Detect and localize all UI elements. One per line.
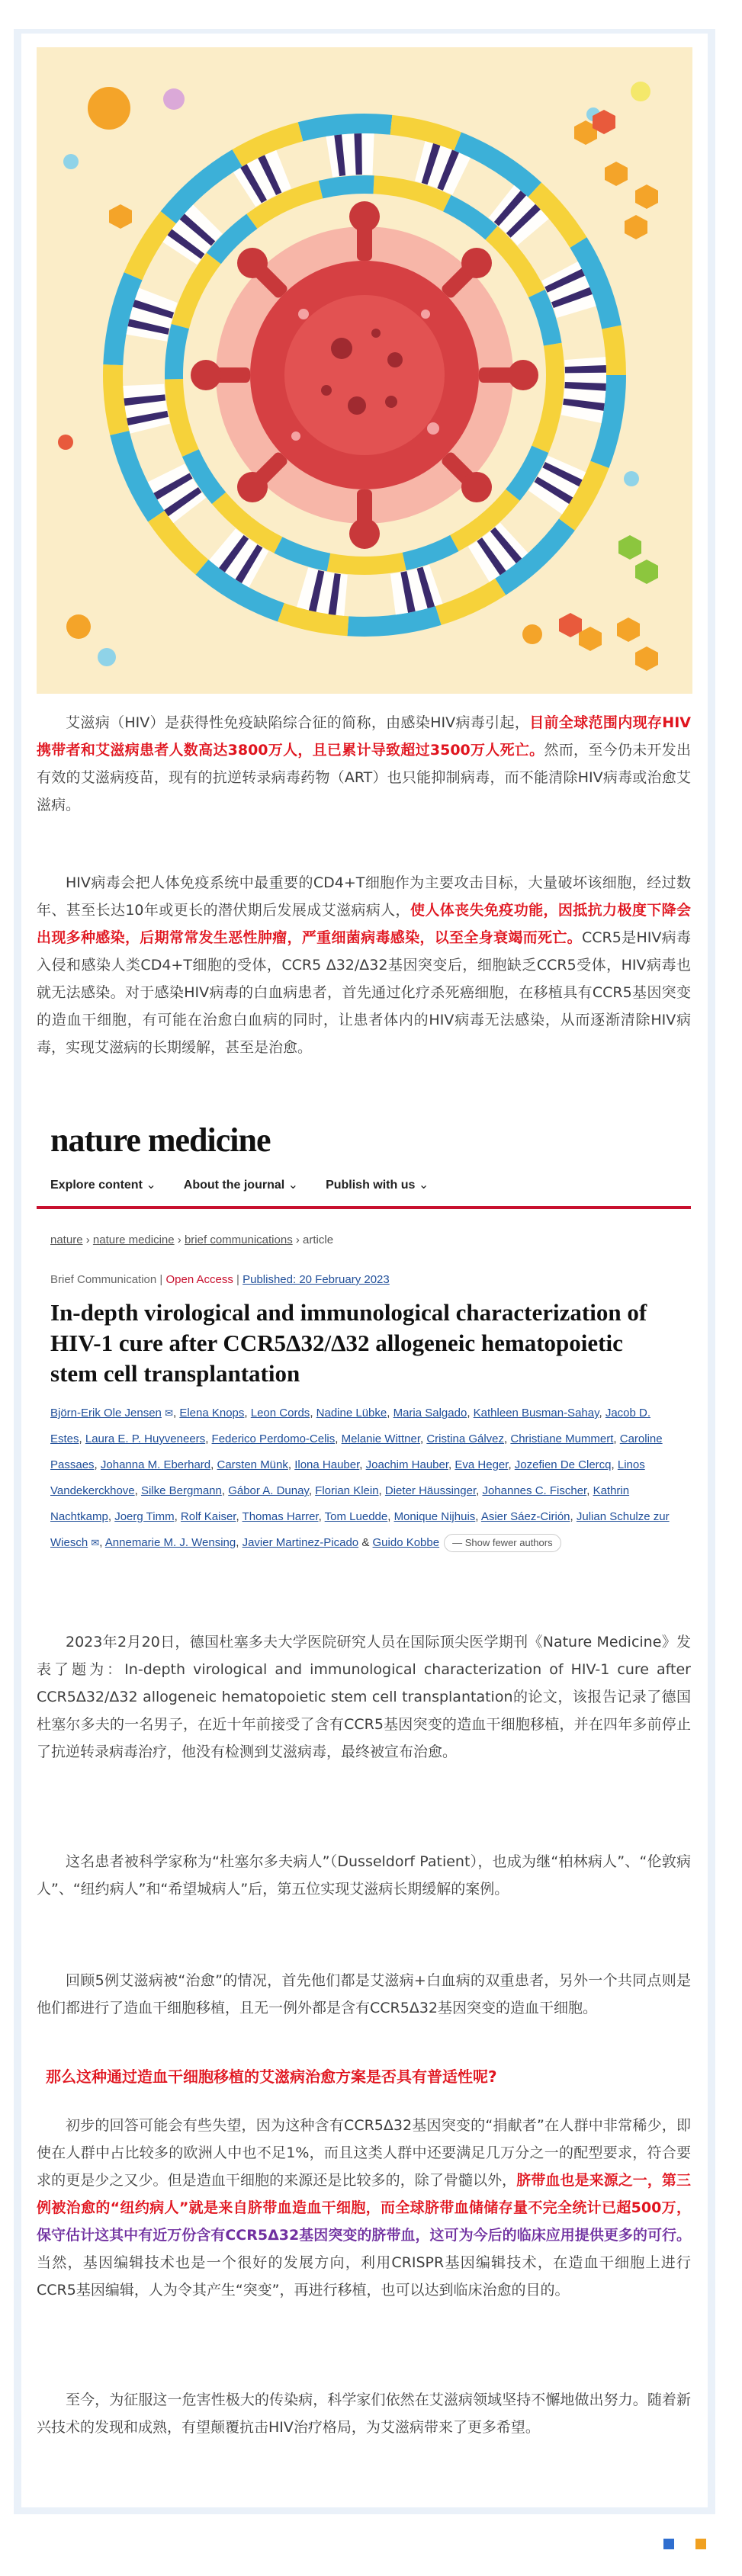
author-link[interactable]: Tom Luedde bbox=[324, 1510, 388, 1523]
journal-accent-bar bbox=[37, 1206, 691, 1209]
answer-highlight-red: 脐带血也是来源之一，第三例被治愈的“纽约病人”就是来自脐带血造血干细胞，而全球脐带血储储存量不完全统计已超500万， bbox=[37, 2172, 691, 2216]
author-link[interactable]: Linos Vandekerckhove bbox=[50, 1458, 645, 1497]
author-link[interactable]: Annemarie M. J. Wensing bbox=[104, 1536, 236, 1549]
author-link[interactable]: Eva Heger bbox=[455, 1458, 509, 1471]
intro-paragraph bbox=[37, 709, 691, 819]
author-link[interactable]: Laura E. P. Huyveneers bbox=[85, 1432, 206, 1445]
author-ampersand: & bbox=[361, 1536, 370, 1549]
intro-highlight: 目前全球范围内现存HIV携带者和艾滋病患者人数高达3800万人，且已累计导致超过3500万人死亡。 bbox=[37, 714, 691, 759]
author-link[interactable]: Jozefien De Clercq bbox=[514, 1458, 612, 1471]
intro-text-end: 然而，至今仍未开发出有效的艾滋病疫苗，现有的抗逆转录病毒药物（ART）也只能抑制病毒，而不能清除HIV病毒或治愈艾滋病。 bbox=[37, 742, 691, 813]
author-link[interactable]: Maria Salgado bbox=[393, 1407, 467, 1420]
author-link[interactable]: Joachim Hauber bbox=[365, 1458, 449, 1471]
open-access-badge: Open Access bbox=[165, 1273, 233, 1286]
nav-about-journal[interactable]: About the journal ⌄ bbox=[183, 1179, 299, 1192]
nav-explore-content[interactable]: Explore content ⌄ bbox=[50, 1179, 156, 1192]
author-link[interactable]: Cristina Gálvez bbox=[426, 1432, 505, 1445]
journal-logo[interactable]: nature medicine bbox=[50, 1121, 271, 1159]
article-title: In-depth virological and immunological characterization of HIV-1 cure after CCR5Δ32/Δ32 allogeneic hematopoietic stem cell transplantation bbox=[50, 1299, 647, 1387]
nav-publish-with-us[interactable]: Publish with us ⌄ bbox=[326, 1179, 429, 1192]
breadcrumb-article: article bbox=[303, 1233, 334, 1246]
article-type: Brief Communication bbox=[50, 1273, 157, 1286]
answer-paragraph bbox=[37, 2112, 691, 2304]
cd4-highlight: 使人体丧失免疫功能，因抵抗力极度下降会出现多种感染，后期常常发生恶性肿瘤，严重细菌病毒感染，以至全身衰竭而死亡。 bbox=[37, 902, 691, 946]
breadcrumb-nature-medicine[interactable]: nature medicine bbox=[92, 1233, 175, 1246]
meta-separator: | bbox=[159, 1273, 163, 1286]
author-link[interactable]: Kathleen Busman-Sahay bbox=[473, 1407, 599, 1420]
author-link[interactable]: Melanie Wittner bbox=[341, 1432, 420, 1445]
author-link[interactable]: Carsten Münk bbox=[217, 1458, 288, 1471]
author-list: Björn-Erik Ole Jensen ✉, Elena Knops, Leon Cords, Nadine Lübke, Maria Salgado, Kathleen Busman-Sahay, Jacob D. Estes, Laura E. P. Huyveneers, Federico Perdomo-Celis, Melanie Wittner, Cristina Gálvez, Christiane Mummert, Caroline Passaes, Johanna M. Eberhard, Carsten Münk, Ilona Hauber, Joachim Hauber, Eva Heger, Jozefien De Clercq, Linos Vandekerckhove, Silke Bergmann, Gábor A. Dunay, Florian Klein, Dieter Häussinger, Johannes C. Fischer, Kathrin Nachtkamp, Joerg Timm, Rolf Kaiser, Thomas Harrer, Tom Luedde, Monique Nijhuis, Asier Sáez-Cirión, Julian Schulze zur Wiesch ✉, Annemarie M. J. Wensing, Javier Martinez-Picado & Guido Kobbe — Show fewer authors bbox=[50, 1400, 679, 1556]
author-link[interactable]: Joerg Timm bbox=[114, 1510, 175, 1523]
answer-text-end: 当然，基因编辑技术也是一个很好的发展方向，利用CRISPR基因编辑技术，在造血干细胞上进行CCR5基因编辑，人为令其产生“突变”，再进行移植，也可以达到临床治愈的目的。 bbox=[37, 2254, 691, 2299]
article-meta bbox=[50, 1273, 390, 1286]
footer-square-orange bbox=[695, 2539, 706, 2549]
author-link[interactable]: Dieter Häussinger bbox=[384, 1484, 477, 1497]
author-link[interactable]: Christiane Mummert bbox=[510, 1432, 614, 1445]
virus-dna-illustration bbox=[37, 47, 692, 694]
author-link[interactable]: Asier Sáez-Cirión bbox=[480, 1510, 570, 1523]
answer-highlight-purple: 保守估计这其中有近万份含有CCR5Δ32基因突变的脐带血，这可为今后的临床应用提供更多的可行。 bbox=[37, 2227, 691, 2244]
chevron-down-icon: ⌄ bbox=[418, 1179, 429, 1192]
footer-square-blue bbox=[663, 2539, 674, 2549]
author-link[interactable]: Javier Martinez-Picado bbox=[242, 1536, 359, 1549]
breadcrumb-separator: › bbox=[177, 1233, 181, 1246]
author-link[interactable]: Elena Knops bbox=[179, 1407, 245, 1420]
breadcrumb-separator: › bbox=[295, 1233, 300, 1246]
hero-illustration bbox=[37, 47, 692, 694]
mail-icon[interactable]: ✉ bbox=[165, 1407, 173, 1419]
published-date[interactable]: Published: 20 February 2023 bbox=[243, 1273, 390, 1286]
cd4-text-end: CCR5是HIV病毒入侵和感染人类CD4+T细胞的受体，CCR5 Δ32/Δ32基因突变后，细胞缺乏CCR5受体，HIV病毒也就无法感染。对于感染HIV病毒的白血病患者，首先通过化疗杀死癌细胞，在移植具有CCR5基因突变的造血干细胞，有可能在治愈白血病的同时，让患者体内的HIV病毒无法感染，从而逐渐清除HIV病毒，实现艾滋病的长期缓解，甚至是治愈。 bbox=[37, 929, 691, 1056]
author-link[interactable]: Silke Bergmann bbox=[140, 1484, 222, 1497]
author-link[interactable]: Johanna M. Eberhard bbox=[100, 1458, 211, 1471]
show-fewer-authors-button[interactable]: — Show fewer authors bbox=[444, 1534, 561, 1552]
breadcrumb-brief-communications[interactable]: brief communications bbox=[184, 1233, 293, 1246]
author-link[interactable]: Nadine Lübke bbox=[316, 1407, 387, 1420]
author-link[interactable]: Guido Kobbe bbox=[372, 1536, 440, 1549]
chevron-down-icon: ⌄ bbox=[146, 1179, 156, 1192]
author-link[interactable]: Kathrin Nachtkamp bbox=[50, 1484, 630, 1523]
author-link[interactable]: Rolf Kaiser bbox=[180, 1510, 236, 1523]
chevron-down-icon: ⌄ bbox=[287, 1179, 299, 1192]
review-paragraph bbox=[37, 1967, 691, 2022]
intro-text: 艾滋病（HIV）是获得性免疫缺陷综合征的简称，由感染HIV病毒引起， bbox=[66, 714, 530, 731]
journal-screenshot bbox=[37, 1115, 691, 1618]
author-link[interactable]: Federico Perdomo-Celis bbox=[211, 1432, 336, 1445]
author-link[interactable]: Gábor A. Dunay bbox=[228, 1484, 309, 1497]
author-link[interactable]: Leon Cords bbox=[250, 1407, 310, 1420]
author-link[interactable]: Ilona Hauber bbox=[294, 1458, 360, 1471]
breadcrumb-separator: › bbox=[85, 1233, 90, 1246]
author-link[interactable]: Björn-Erik Ole Jensen bbox=[50, 1407, 162, 1420]
mail-icon[interactable]: ✉ bbox=[91, 1537, 100, 1548]
closing-text: 至今，为征服这一危害性极大的传染病，科学家们依然在艾滋病领域坚持不懈地做出努力。随着新兴技术的发现和成熟，有望颠覆抗击HIV治疗格局，为艾滋病带来了更多希望。 bbox=[37, 2392, 691, 2436]
answer-text: 初步的回答可能会有些失望，因为这种含有CCR5Δ32基因突变的“捐献者”在人群中非常稀少，即使在人群中占比较多的欧洲人中也不足1%，而且这类人群中还要满足几万分之一的配型要求，符合要求的更是少之又少。但是造血干细胞的来源还是比较多的，除了骨髓以外， bbox=[37, 2117, 691, 2189]
breadcrumb-nature[interactable]: nature bbox=[50, 1233, 83, 1246]
author-link[interactable]: Jacob D. Estes bbox=[50, 1407, 651, 1445]
breadcrumb bbox=[50, 1233, 333, 1246]
closing-paragraph bbox=[37, 2386, 691, 2441]
meta-separator: | bbox=[236, 1273, 239, 1286]
news-text: 2023年2月20日，德国杜塞多夫大学医院研究人员在国际顶尖医学期刊《Nature Medicine》发表了题为：In-depth virological and immunological characterization of HIV-1 cure after CCR5Δ32/Δ32 allogeneic hematopoietic stem cell transplantation的论文，该报告记录了德国杜塞尔多夫的一名男子，在近十年前接受了含有CCR5基因突变的造血干细胞移植，并在四年多前停止了抗逆转录病毒治疗，他没有检测到艾滋病毒，最终被宣布治愈。 bbox=[37, 1634, 691, 1760]
news-paragraph bbox=[37, 1628, 691, 1766]
author-link[interactable]: Monique Nijhuis bbox=[393, 1510, 476, 1523]
cd4-paragraph bbox=[37, 869, 691, 1061]
author-link[interactable]: Julian Schulze zur Wiesch bbox=[50, 1510, 670, 1549]
patient-paragraph bbox=[37, 1848, 691, 1903]
author-link[interactable]: Caroline Passaes bbox=[50, 1432, 663, 1471]
author-link[interactable]: Florian Klein bbox=[315, 1484, 379, 1497]
review-text: 回顾5例艾滋病被“治愈”的情况，首先他们都是艾滋病+白血病的双重患者，另外一个共同点则是他们都进行了造血干细胞移植，且无一例外都是含有CCR5Δ32基因突变的造血干细胞。 bbox=[37, 1972, 691, 2016]
patient-text: 这名患者被科学家称为“杜塞尔多夫病人”（Dusseldorf Patient），也成为继“柏林病人”、“伦敦病人”、“纽约病人”和“希望城病人”后，第五位实现艾滋病长期缓解的案例。 bbox=[37, 1853, 691, 1898]
author-link[interactable]: Thomas Harrer bbox=[242, 1510, 319, 1523]
cd4-text: HIV病毒会把人体免疫系统中最重要的CD4+T细胞作为主要攻击目标，大量破坏该细胞，经过数年、甚至长达10年或更长的潜伏期后发展成艾滋病病人， bbox=[37, 874, 691, 919]
author-link[interactable]: Johannes C. Fischer bbox=[482, 1484, 587, 1497]
section-question: 那么这种通过造血干细胞移植的艾滋病治愈方案是否具有普适性呢? bbox=[46, 2068, 497, 2086]
journal-nav bbox=[50, 1177, 429, 1192]
